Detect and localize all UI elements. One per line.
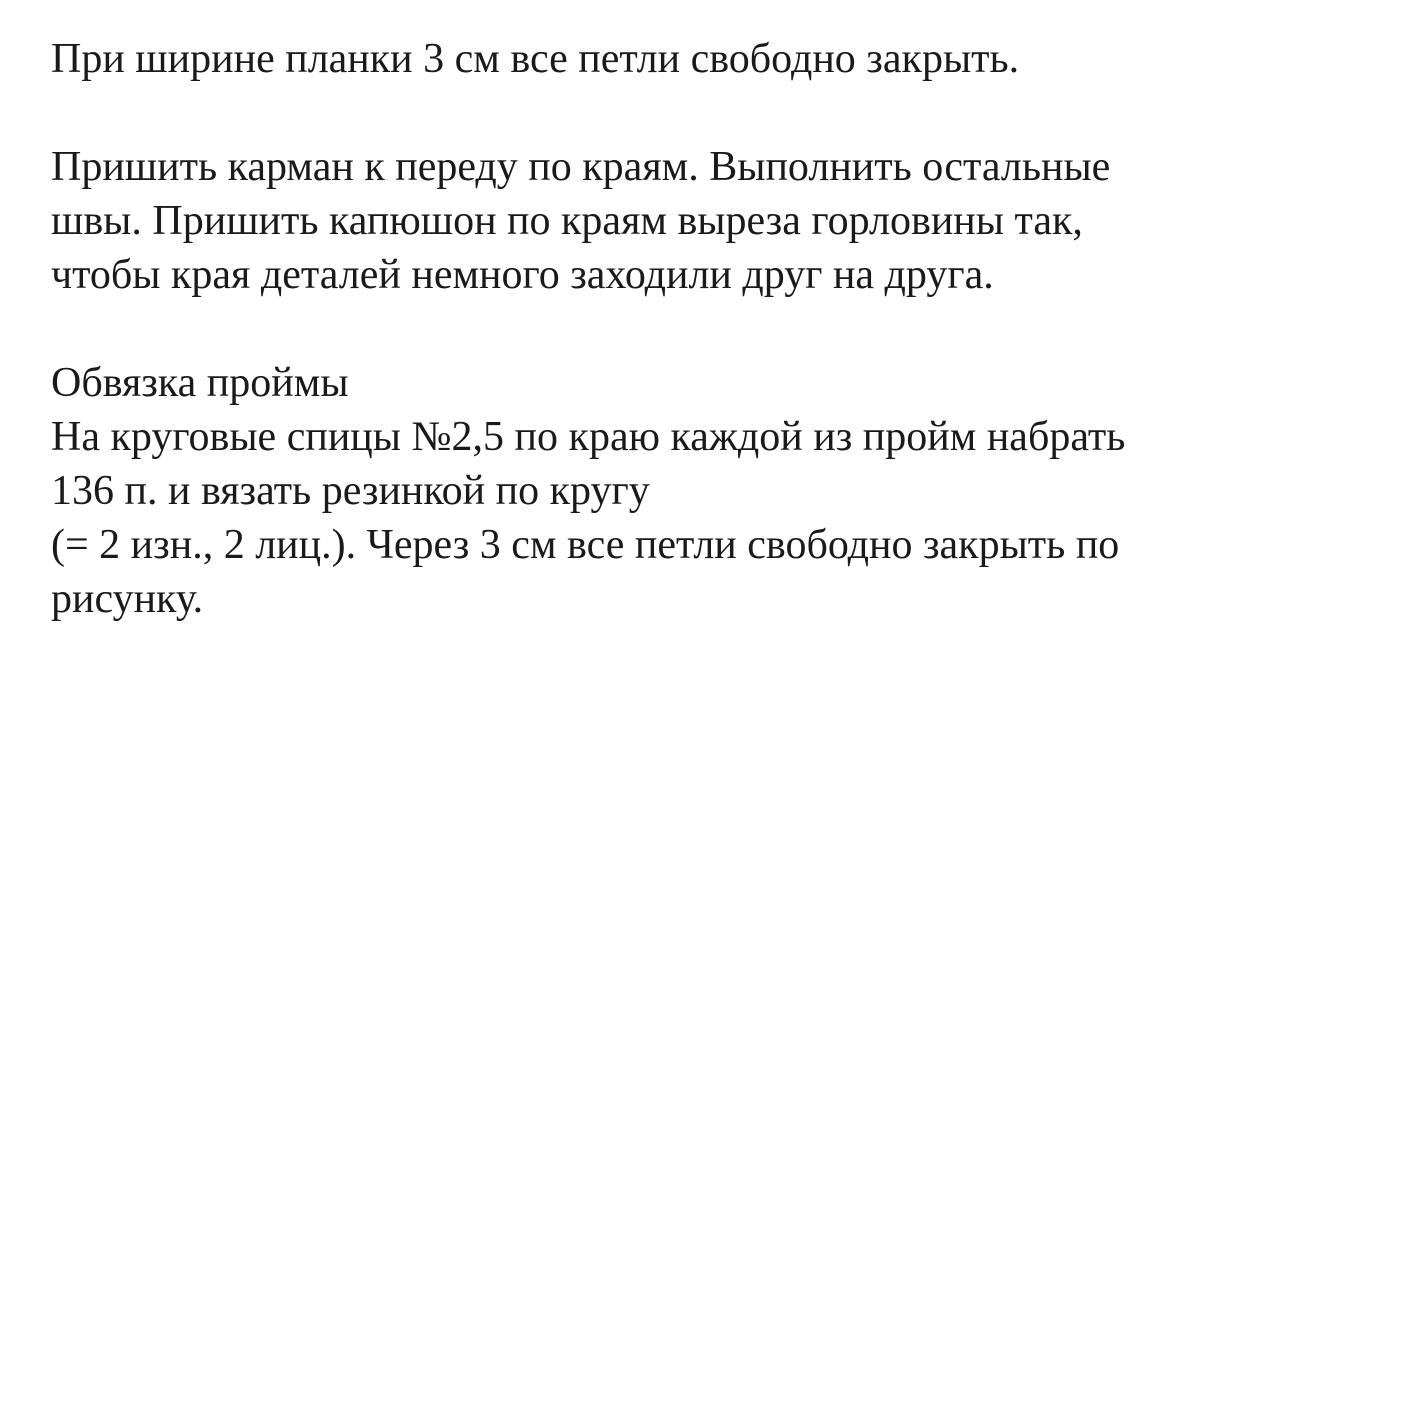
document-body — [51, 32, 1391, 626]
paragraph-2-line-3: чтобы края деталей немного заходили друг на друга. — [51, 252, 994, 298]
paragraph-2-line-2: швы. Пришить капюшон по краям выреза горловины так, — [51, 198, 1083, 244]
section-line-2: 136 п. и вязать резинкой по кругу — [51, 468, 650, 514]
paragraph-spacer — [51, 86, 1391, 140]
paragraph-2-line-1: Пришить карман к переду по краям. Выполнить остальные — [51, 144, 1111, 190]
section-line-3: (= 2 изн., 2 лиц.). Через 3 см все петли свободно закрыть по — [51, 522, 1120, 568]
paragraph-spacer — [51, 302, 1391, 356]
section-line-4: рисунку. — [51, 576, 204, 622]
paragraph-1-line-1: При ширине планки 3 см все петли свободно закрыть. — [51, 36, 1020, 82]
section-heading: Обвязка проймы — [51, 360, 349, 406]
section-line-1: На круговые спицы №2,5 по краю каждой из пройм набрать — [51, 414, 1126, 460]
